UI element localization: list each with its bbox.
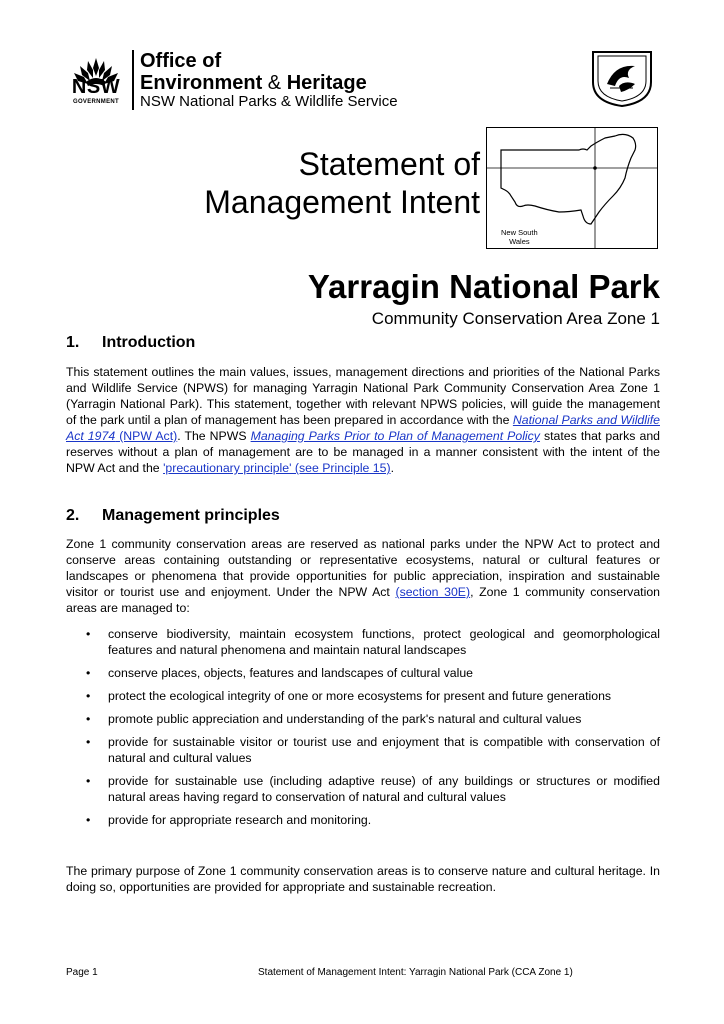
intro-text-2: . The NPWS	[177, 429, 251, 443]
logo-divider	[132, 50, 134, 110]
document-title-line2: Management Intent	[204, 184, 480, 220]
npws-seal-icon	[585, 46, 659, 108]
management-principles-paragraph	[66, 536, 660, 616]
managing-parks-policy-link[interactable]: Managing Parks Prior to Plan of Management Policy	[250, 429, 540, 443]
nsw-government-text: GOVERNMENT	[72, 99, 119, 105]
list-item: • conserve places, objects, features and landscapes of cultural value	[86, 665, 660, 681]
list-item: • conserve biodiversity, maintain ecosystem functions, protect geological and geomorphological features and natural phenomena and maintain natural landscapes	[86, 626, 660, 658]
park-name: Yarragin National Park	[307, 268, 660, 305]
list-item: • provide for appropriate research and monitoring.	[86, 812, 660, 828]
office-of-text: Office of	[140, 50, 222, 72]
intro-text-4: .	[390, 461, 395, 475]
map-label-line2: Wales	[509, 237, 530, 246]
zone-subtitle: Community Conservation Area Zone 1	[371, 309, 660, 328]
npw-act-link[interactable]: National Parks and Wildlife Act 1974 (NPW Act)	[66, 413, 660, 443]
closing-paragraph: The primary purpose of Zone 1 community conservation areas is to conserve nature and cultural heritage. In doing so, opportunities are provided for appropriate and sustainable recreation.	[66, 864, 660, 894]
footer-page-number: Page 1	[66, 967, 98, 978]
management-principles-list	[86, 626, 660, 835]
location-map	[486, 127, 658, 249]
intro-text-3: states that parks and reserves without a plan of management are to be managed in a manner consistent with the intent of the NPW Act and the	[66, 429, 660, 475]
document-title	[150, 145, 480, 221]
section-2-heading	[66, 507, 280, 525]
list-item: • provide for sustainable visitor or tourist use and enjoyment that is compatible with conservation of natural and cultural values	[86, 734, 660, 766]
precautionary-principle-link[interactable]: 'precautionary principle' (see Principle 15)	[163, 461, 391, 475]
principles-text-2: , Zone 1 community conservation areas are managed to:	[66, 585, 660, 615]
nsw-logo-text: NSW	[71, 76, 121, 98]
principles-text-1: Zone 1 community conservation areas are reserved as national parks under the NPW Act to protect and conserve areas containing outstanding or representative ecosystems, natural or cultural features or landscapes or phenomena that provide opportunities for public appreciation, inspiration and sustainable visitor or tourist use and enjoyment. Under the NPW Act	[66, 537, 660, 599]
list-item: • protect the ecological integrity of one or more ecosystems for present and future generations	[86, 688, 660, 704]
list-item: • promote public appreciation and understanding of the park's natural and cultural values	[86, 711, 660, 727]
intro-text-1: This statement outlines the main values, issues, management directions and priorities of the National Parks and Wildlife Service (NPWS) for managing Yarragin National Park Community Conservation Area Zone 1 (Yarragin National Park). This statement, together with relevant NPWS policies, will guide the management of the park until a plan of management has been prepared in accordance with the	[66, 365, 660, 427]
footer-document-title: Statement of Management Intent: Yarragin National Park (CCA Zone 1)	[258, 967, 573, 978]
introduction-paragraph	[66, 364, 660, 476]
section-2-number: 2.	[66, 507, 80, 524]
map-label-line1: New South	[501, 228, 538, 237]
document-title-line1: Statement of	[298, 146, 480, 182]
section-1-number: 1.	[66, 334, 80, 351]
section-1-title: Introduction	[102, 334, 196, 351]
npws-name-text: NSW National Parks & Wildlife Service	[140, 93, 398, 110]
list-item: • provide for sustainable use (including adaptive reuse) of any buildings or structures or modified natural areas having regard to conservation of natural and cultural values	[86, 773, 660, 805]
environment-heritage-text: Environment & Heritage	[140, 72, 367, 94]
section-2-title: Management principles	[102, 507, 280, 524]
section-1-heading	[66, 334, 195, 352]
section-30e-link[interactable]: (section 30E)	[395, 585, 471, 599]
